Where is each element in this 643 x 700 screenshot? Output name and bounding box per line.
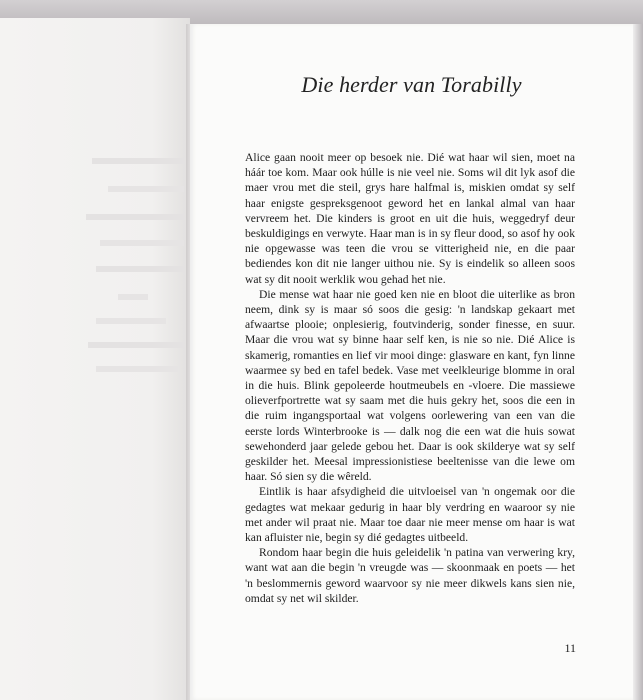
ghost-line — [86, 214, 184, 220]
chapter-title: Die herder van Torabilly — [301, 72, 522, 97]
ghost-line — [96, 366, 178, 372]
paragraph: Die mense wat haar nie goed ken nie en bloot die uiterlike as bron neem, dink sy is maar só soos die gesig: 'n landskap gekaart met afwaartse plooie; onplesierig, foutvinderig, sonder finesse, en suur. Maar die vrou wat sy binne haar self ken, is nie so nie. Dié Alice is skamerig, romanties en lief vir mooi dinge: glasware en kant, fyn linne waarmee sy bed en tafel bedek. Vase met veelkleurige blomme in oral in die huis. Blink gepoleerde houtmeubels en -vloere. Die massiewe olieverfportrette wat sy saam met die huis gekry het, soos die een in die ruim ingangsportaal wat volgens oorlewering van een van die eerste lords Winterbrooke is — dalk nog die een wat die huis sowat sewehonderd jaar gelede gebou het. Daar is ook skilderye wat sy self geskilder het. Meesal impressionistiese beeltenisse van die lewe om haar. Só sien sy die wêreld. — [245, 287, 575, 484]
ghost-line — [96, 318, 166, 324]
ghost-line — [92, 158, 184, 164]
ghost-line — [88, 342, 184, 348]
ghost-line — [108, 186, 184, 192]
body-text — [245, 150, 575, 606]
page-number: 11 — [564, 641, 576, 655]
paragraph: Rondom haar begin die huis geleidelik 'n patina van verwering kry, want wat aan die begin 'n vreugde was — skoonmaak en poets — het 'n beslommernis geword waarvoor sy nie meer dikwels kans sien nie, omdat sy net wil skilder. — [245, 546, 575, 605]
ghost-line — [96, 266, 184, 272]
ghost-line — [100, 240, 184, 246]
left-page-bleedthrough — [0, 18, 190, 700]
ghost-line — [118, 294, 148, 300]
paragraph: Eintlik is haar afsydigheid die uitvloeisel van 'n ongemak oor die gedagtes wat mekaar gedurig in haar bly verdring en waaroor sy nie met ander wil praat nie. Maar toe daar nie meer mense om haar is wat kan afluister nie, begin sy dié gedagtes uitbeeld. — [245, 485, 575, 545]
paragraph: Alice gaan nooit meer op besoek nie. Dié wat haar wil sien, moet na háár toe kom. Maar ook húlle is nie veel nie. Soms wil dit lyk asof die maer vrou met die steil, grys hare halfmal is, miskien omdat sy self haar enigste gespreksgenoot geword het en lankal almal van haar vervreem het. Die kinders is groot en uit die huis, weggedryf deur beskuldigings en verwyte. Haar man is in sy fleur dood, so asof hy ook nie opgewasse was teen die vrou se vitterigheid nie, en die paar bediendes kon dit nie langer uithou nie. Sy is eindelik so alleen soos wat sy dit nooit werklik wou gehad het nie. — [245, 151, 575, 286]
page-edge-shadow — [633, 24, 643, 700]
